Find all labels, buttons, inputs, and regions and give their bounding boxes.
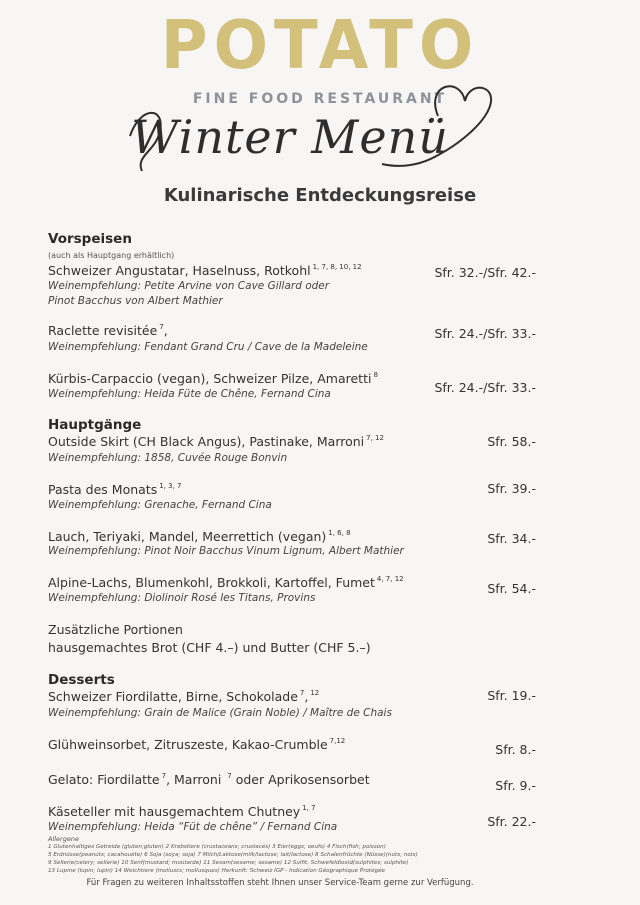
dish-text: Käseteller mit hausgemachtem Chutney bbox=[48, 804, 301, 819]
dish-price: Sfr. 8.- bbox=[495, 742, 536, 757]
dish-name bbox=[48, 434, 384, 449]
dish-price: Sfr. 24.-/Sfr. 33.- bbox=[434, 380, 536, 395]
wine-pairing: Weinempfehlung: Petite Arvine von Cave Gillard oder bbox=[48, 280, 330, 292]
dish-name bbox=[48, 772, 370, 787]
wine-pairing: Weinempfehlung: Grain de Malice (Grain Noble) / Maître de Chais bbox=[48, 707, 392, 719]
extra-portions-text: hausgemachtes Brot (CHF 4.–) und Butter (CHF 5.–) bbox=[48, 640, 371, 655]
allergen-ref: 1, 7, 8, 10, 12 bbox=[312, 263, 362, 271]
wine-pairing: Weinempfehlung: Diolinoir Rosé les Titans, Provins bbox=[48, 592, 316, 604]
allergen-ref: 7 bbox=[159, 323, 164, 331]
wine-pairing: Weinempfehlung: 1858, Cuvée Rouge Bonvin bbox=[48, 452, 288, 464]
dish-price: Sfr. 34.- bbox=[487, 531, 536, 546]
allergen-ref: 1, 7 bbox=[302, 804, 316, 812]
dish-name bbox=[48, 323, 168, 338]
dish-price: Sfr. 22.- bbox=[487, 814, 536, 829]
dish-text: oder Aprikosensorbet bbox=[231, 772, 370, 787]
dish-name bbox=[48, 482, 182, 497]
allergens-title: Allergene bbox=[48, 835, 79, 843]
dish-name bbox=[48, 737, 345, 752]
allergen-ref: 7 bbox=[299, 689, 305, 697]
service-footer: Für Fragen zu weiteren Inhaltsstoffen steht Ihnen unser Service-Team gerne zur Verfügung. bbox=[86, 878, 474, 888]
dish-price: Sfr. 39.- bbox=[487, 481, 536, 496]
dish-price: Sfr. 32.-/Sfr. 42.- bbox=[434, 265, 536, 280]
extra-portions-title: Zusätzliche Portionen bbox=[48, 622, 183, 637]
allergen-ref: 1, 6, 8 bbox=[328, 529, 351, 537]
allergen-line: 9 Sellerie(celery; sellerie) 10 Senf(mustard; moutarde) 11 Sesam(sesame; sesame) 12 Sulfit, Schwefeldioxid(sulphites; sulphite) bbox=[48, 860, 409, 866]
dish-text: Schweizer Fiordilatte, Birne, Schokolade bbox=[48, 689, 298, 704]
wine-pairing: Pinot Bacchus von Albert Mathier bbox=[48, 295, 223, 307]
section-title-starters: Vorspeisen bbox=[48, 231, 132, 247]
allergen-ref: 1, 3, 7 bbox=[159, 482, 182, 490]
dish-text: Glühweinsorbet, Zitruszeste, Kakao-Crumble bbox=[48, 737, 328, 752]
dish-text: Schweizer Angustatar, Haselnuss, Rotkohl bbox=[48, 263, 311, 278]
dish-name bbox=[48, 263, 362, 278]
wine-pairing: Weinempfehlung: Pinot Noir Bacchus Vinum Lignum, Albert Mathier bbox=[48, 545, 404, 557]
dish-price: Sfr. 58.- bbox=[487, 434, 536, 449]
dish-text: Kürbis-Carpaccio (vegan), Schweizer Pilze, Amaretti bbox=[48, 371, 372, 386]
allergen-ref: 7, 12 bbox=[366, 434, 384, 442]
tagline: Kulinarische Entdeckungsreise bbox=[163, 185, 477, 206]
allergen-line: 5 Erdnüsse(peanuts; cacahouète) 6 Soja (soya; soja) 7 Milch/Laktose(milk/lactose; lait/lactose) 8 Schalenfrüchte (Nüsse)(nuts; noix) bbox=[48, 852, 418, 858]
restaurant-subtitle: FINE FOOD RESTAURANT bbox=[192, 91, 448, 107]
dish-price: Sfr. 24.-/Sfr. 33.- bbox=[434, 326, 536, 341]
logo: POTATO bbox=[160, 7, 480, 85]
allergen-line: 1 Glutenhaltiges Getreide (gluten;gluten) 2 Krebstiere (crustaceans; crustacés) 3 Eier(eggs; oeufs) 4 Fisch(fish; poisson) bbox=[48, 844, 386, 850]
dish-name bbox=[48, 689, 319, 704]
section-title-desserts: Desserts bbox=[48, 672, 115, 688]
allergen-line: 13 Lupine (lupin; lupin) 14 Weichtiere (molluscs; mollusques) Herkunft: Schweiz IGP - Indication Géographique Protégée bbox=[48, 868, 386, 874]
dish-name bbox=[48, 529, 351, 544]
dish-text: Outside Skirt (CH Black Angus), Pastinake, Marroni bbox=[48, 434, 365, 449]
wine-pairing: Weinempfehlung: Grenache, Fernand Cina bbox=[48, 499, 272, 511]
dish-text: Raclette revisitée bbox=[48, 323, 158, 338]
dish-price: Sfr. 19.- bbox=[487, 688, 536, 703]
dish-suffix: , bbox=[163, 323, 168, 338]
dish-text: Lauch, Teriyaki, Mandel, Meerrettich (vegan) bbox=[48, 529, 327, 544]
dish-name bbox=[48, 575, 404, 590]
dish-text: Pasta des Monats bbox=[48, 482, 158, 497]
allergen-ref: 12 bbox=[310, 689, 320, 697]
dish-text: , Marroni bbox=[166, 772, 226, 787]
dish-text: Alpine-Lachs, Blumenkohl, Brokkoli, Kartoffel, Fumet bbox=[48, 575, 375, 590]
wine-pairing: Weinempfehlung: Heida Füte de Chêne, Fernand Cina bbox=[48, 388, 331, 400]
dish-text: Gelato: Fiordilatte bbox=[48, 772, 160, 787]
allergen-ref: 7,12 bbox=[329, 737, 346, 745]
section-title-mains: Hauptgänge bbox=[48, 417, 142, 433]
dish-price: Sfr. 54.- bbox=[487, 581, 536, 596]
dish-price: Sfr. 9.- bbox=[495, 778, 536, 793]
allergen-ref: 4, 7, 12 bbox=[376, 575, 404, 583]
wine-pairing: Weinempfehlung: Fendant Grand Cru / Cave de la Madeleine bbox=[48, 341, 368, 353]
menu-script-title: Winter Menü bbox=[131, 110, 449, 164]
dish-name bbox=[48, 371, 378, 386]
dish-suffix: , bbox=[304, 689, 309, 704]
wine-pairing: Weinempfehlung: Heida “Füt de chêne” / Fernand Cina bbox=[48, 821, 338, 833]
allergen-ref: 7 bbox=[227, 772, 232, 780]
dish-name bbox=[48, 804, 316, 819]
allergen-ref: 8 bbox=[373, 371, 378, 379]
allergen-ref: 7 bbox=[161, 772, 167, 780]
starters-note: (auch als Hauptgang erhältlich) bbox=[48, 251, 175, 260]
